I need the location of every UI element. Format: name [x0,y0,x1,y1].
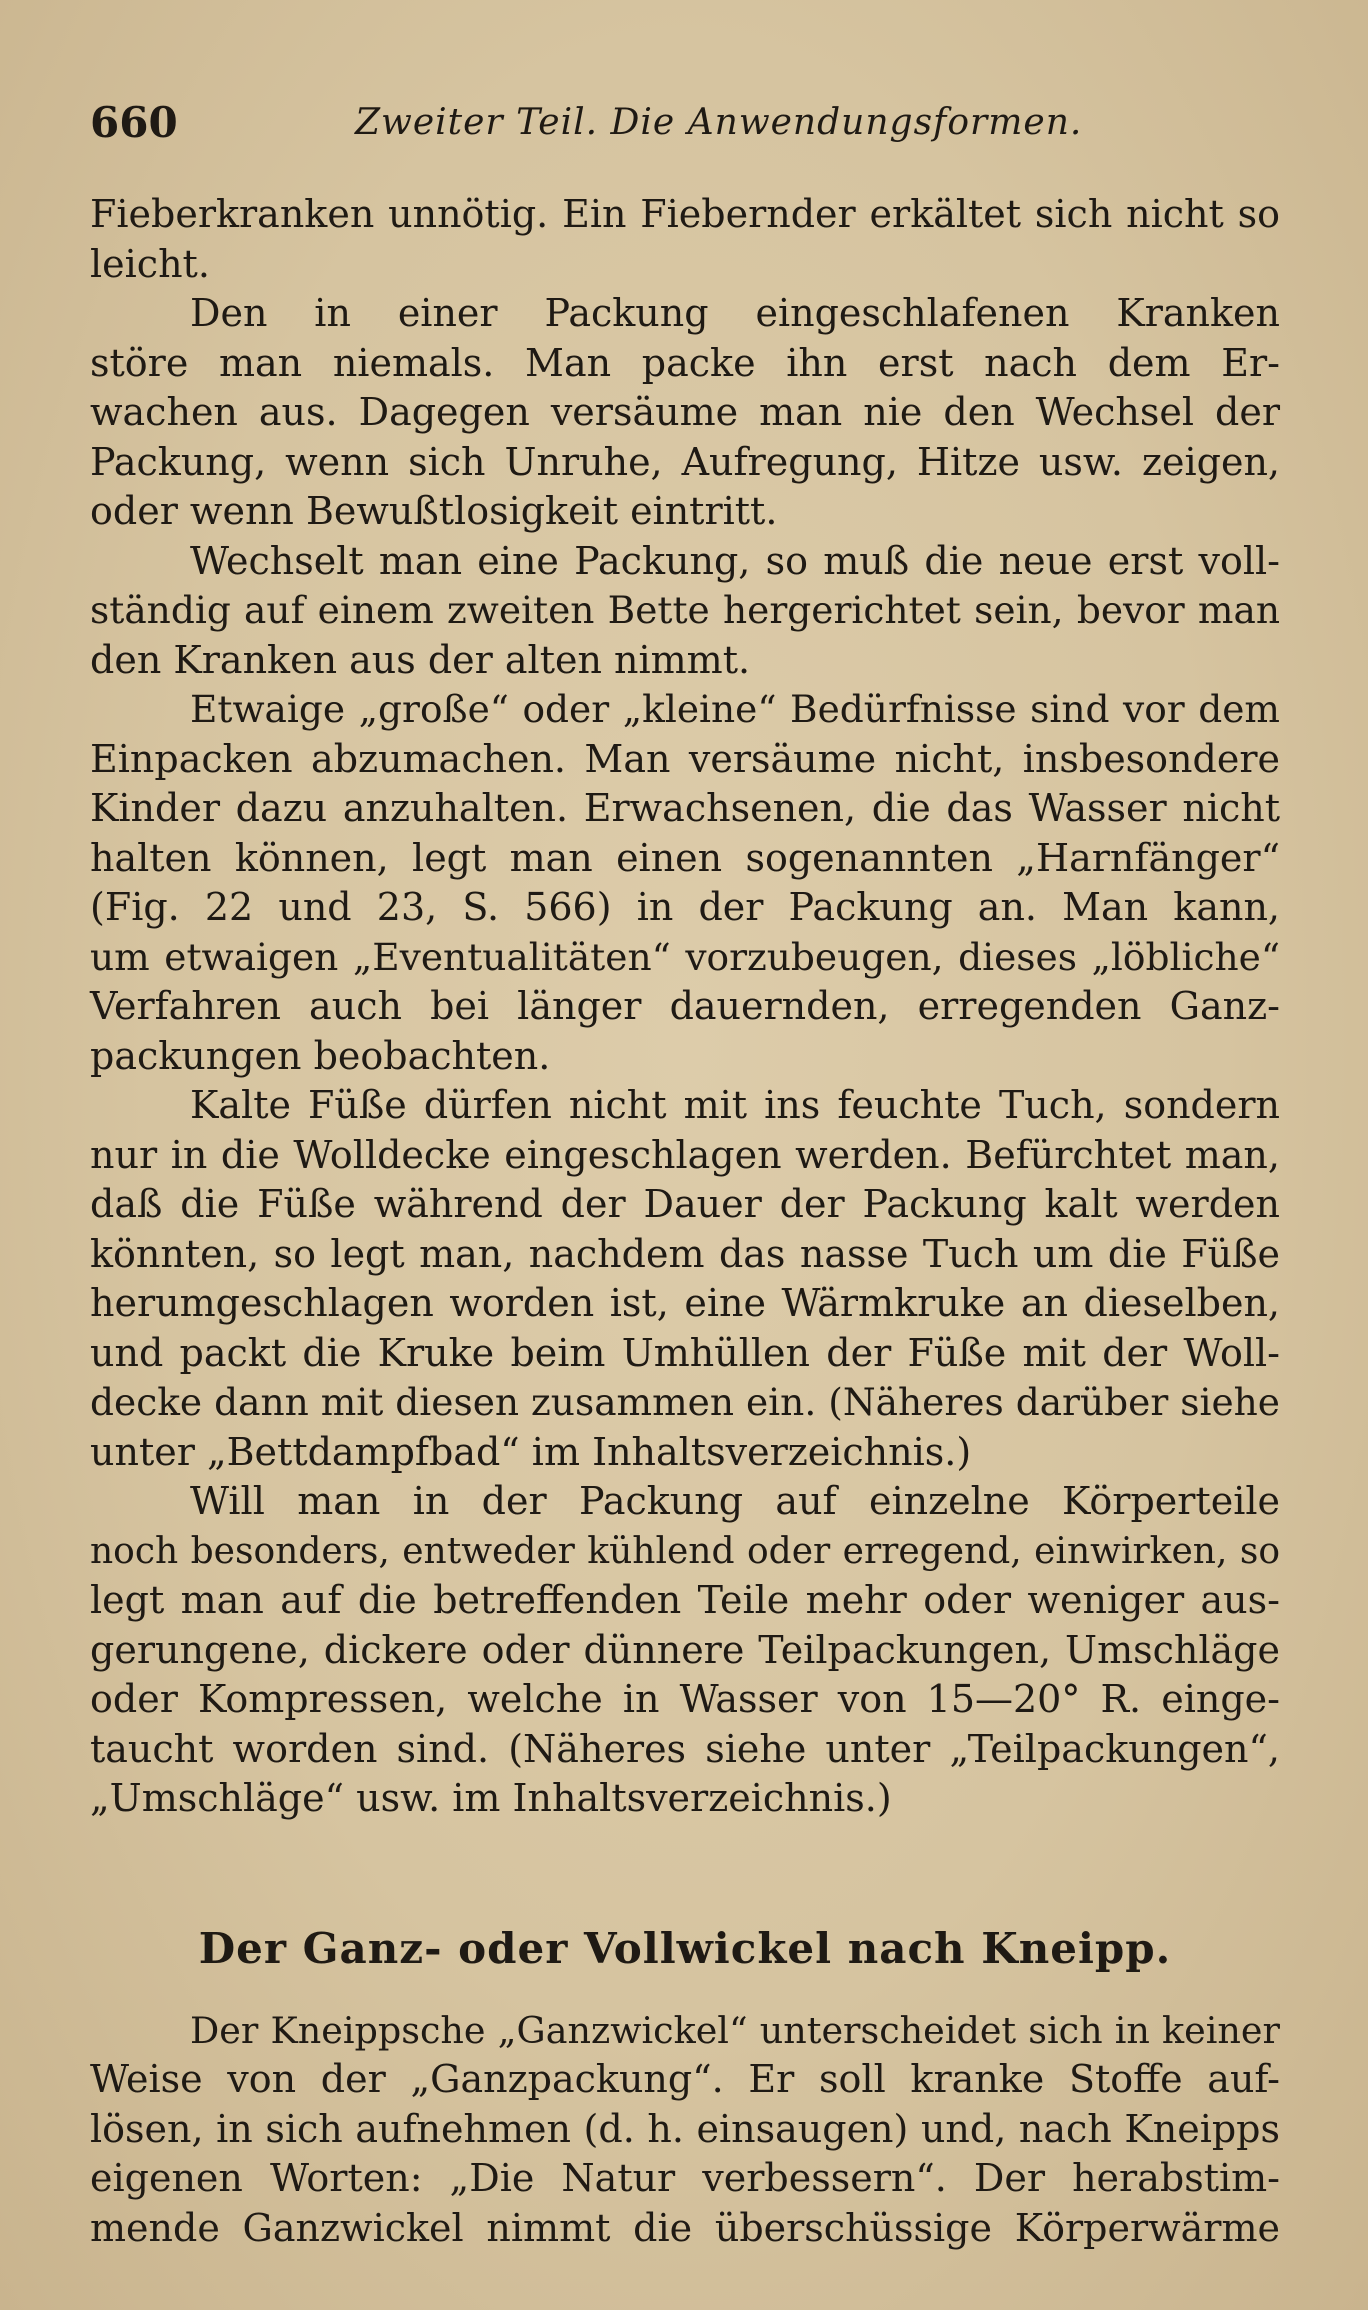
text-line: taucht worden sind. (Näheres siehe unter „Teilpackungen“, [90,1726,1280,1771]
text-line: legt man auf die betreffenden Teile mehr oder weniger aus- [90,1578,1280,1622]
text-line: oder Kompressen, welche in Wasser von 15—20° R. einge- [90,1677,1280,1721]
paragraphs-after-heading [90,2006,1280,2254]
text-line: Der Kneippsche „Ganzwickel“ unterscheidet sich in keiner [190,2008,1280,2052]
heading-gap [90,1984,1280,2006]
text-line: (Fig. 22 und 23, S. 566) in der Packung an. Man kann, [90,885,1280,929]
running-head: Zweiter Teil. Die Anwendungsformen. [355,102,1083,143]
text-line: daß die Füße während der Dauer der Packung kalt werden [90,1182,1280,1226]
text-line: könnten, so legt man, nachdem das nasse Tuch um die Füße [90,1231,1280,1276]
paragraphs-before-heading [90,190,1280,1824]
text-line: gerungene, dickere oder dünnere Teilpackungen, Umschläge [90,1627,1280,1672]
text-line: wachen aus. Dagegen versäume man nie den Wechsel der [90,390,1280,434]
text-line: leicht. [90,241,210,286]
text-line: Etwaige „große“ oder „kleine“ Bedürfnisse sind vor dem [190,687,1280,731]
text-line: herumgeschlagen worden ist, eine Wärmkruke an dieselben, [90,1281,1280,1325]
text-line: Weise von der „Ganzpackung“. Er soll kranke Stoffe auf- [90,2057,1280,2101]
text-line: den Kranken aus der alten nimmt. [90,637,751,682]
body-text [90,190,1280,2253]
page-header [90,98,1270,158]
text-line: oder wenn Bewußtlosigkeit eintritt. [90,489,778,533]
text-line: Den in einer Packung eingeschlafenen Kranken [190,291,1280,335]
text-line: „Umschläge“ usw. im Inhaltsverzeichnis.) [90,1776,892,1820]
text-line: ständig auf einem zweiten Bette hergerichtet sein, bevor man [90,588,1280,632]
section-heading: Der Ganz- oder Vollwickel nach Kneipp. [198,1923,1172,1973]
page-number: 660 [90,98,178,147]
text-line: packungen beobachten. [90,1033,551,1078]
section-spacer [90,1824,1280,1914]
text-line: nur in die Wolldecke eingeschlagen werden. Befürchtet man, [90,1132,1280,1177]
text-line: Packung, wenn sich Unruhe, Aufregung, Hitze usw. zeigen, [90,439,1280,484]
text-line: und packt die Kruke beim Umhüllen der Füße mit der Woll- [90,1330,1280,1375]
text-line: Einpacken abzumachen. Man versäume nicht, insbesondere [90,736,1280,781]
text-line: unter „Bettdampfbad“ im Inhaltsverzeichnis.) [90,1429,972,1474]
text-line: eigenen Worten: „Die Natur verbessern“. Der herabstim- [90,2156,1280,2200]
text-line: Verfahren auch bei länger dauernden, erregenden Ganz- [90,984,1280,1028]
text-line: noch besonders, entweder kühlend oder erregend, einwirken, so [90,1530,1280,1572]
text-line: um etwaigen „Eventualitäten“ vorzubeugen, dieses „löbliche“ [90,934,1280,979]
text-line: störe man niemals. Man packe ihn erst nach dem Er- [90,340,1280,385]
text-line: decke dann mit diesen zusammen ein. (Näheres darüber siehe [90,1380,1280,1424]
text-line: Fieberkranken unnötig. Ein Fiebernder erkältet sich nicht so [90,192,1280,236]
text-line: halten können, legt man einen sogenannten „Harnfänger“ [90,835,1280,880]
text-line: Will man in der Packung auf einzelne Körperteile [190,1479,1280,1523]
text-line: Kinder dazu anzuhalten. Erwachsenen, die das Wasser nicht [90,786,1280,830]
text-line: Wechselt man eine Packung, so muß die neue erst voll- [190,538,1280,583]
text-line: Kalte Füße dürfen nicht mit ins feuchte Tuch, sondern [190,1083,1280,1127]
text-line: lösen, in sich aufnehmen (d. h. einsaugen) und, nach Kneipps [90,2106,1280,2151]
text-line: mende Ganzwickel nimmt die überschüssige Körperwärme [90,2205,1280,2250]
